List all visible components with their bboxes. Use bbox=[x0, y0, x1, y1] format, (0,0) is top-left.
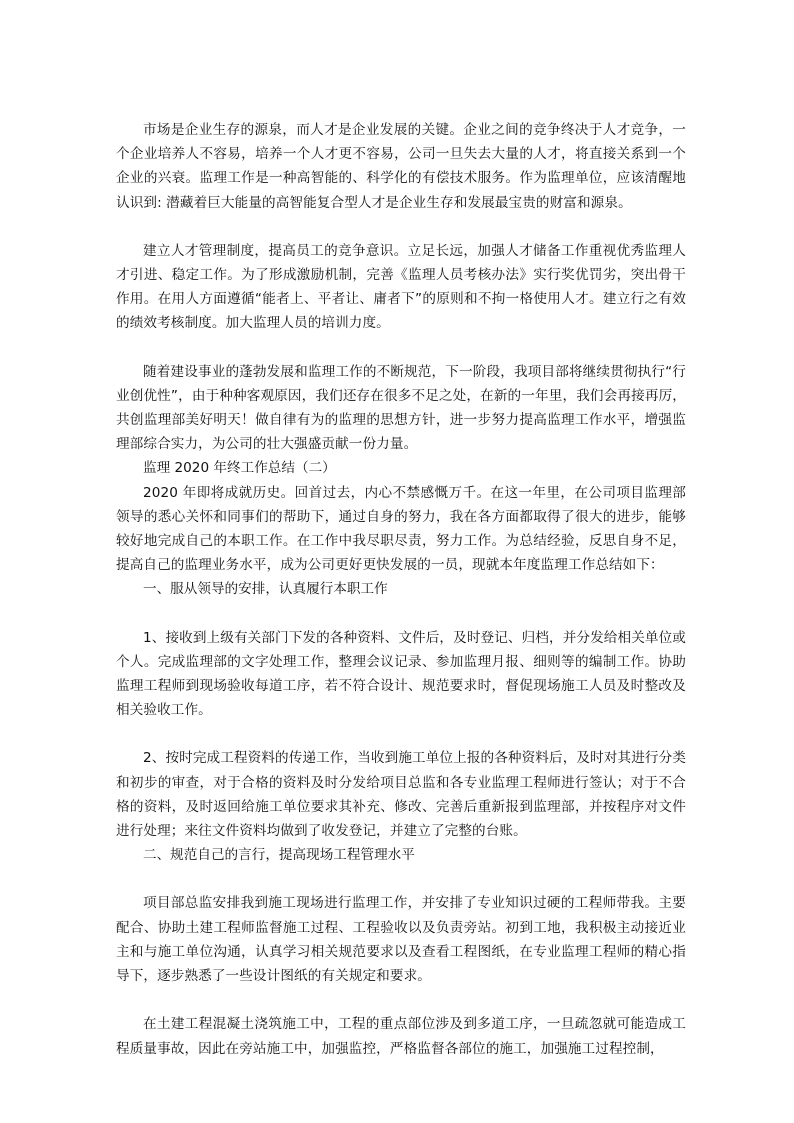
paragraph-item-2: 2、按时完成工程资料的传递工作，当收到施工单位上报的各种资料后，及时对其进行分类和初步的审查，对于合格的资料及时分发给项目总监和各专业监理工程师进行签认；对于不合格的资料，及时返回给施工单位要求其补充、修改、完善后重新报到监理部，并按程序对文件进行处理；来往文件资料均做到了收发登记，并建立了完整的台账。 bbox=[116, 750, 686, 840]
paragraph-year-review: 2020 年即将成就历史。回首过去，内心不禁感慨万千。在这一年里，在公司项目监理部领导的悉心关怀和同事们的帮助下，通过自身的努力，我在各方面都取得了很大的进步，能够较好地完成自己的本职工作。在工作中我尽职尽责，努力工作。为总结经验，反思自身不足，提高自己的监理业务水平，成为公司更好更快发展的一员，现就本年度监理工作总结如下： bbox=[116, 484, 686, 574]
paragraph-site-supervision: 项目部总监安排我到施工现场进行监理工作，并安排了专业知识过硬的工程师带我。主要配合、协助土建工程师监督施工过程、工程验收以及负责旁站。初到工地，我积极主动接近业主和与施工单位沟通，认真学习相关规范要求以及查看工程图纸，在专业监理工程师的精心指导下，逐步熟悉了一些设计图纸的有关规定和要求。 bbox=[116, 895, 686, 985]
paragraph-concrete-pouring: 在土建工程混凝土浇筑施工中，工程的重点部位涉及到多道工序，一旦疏忽就可能造成工程质量事故，因此在旁站施工中，加强监控，严格监督各部位的施工，加强施工过程控制， bbox=[116, 1016, 686, 1057]
document-body bbox=[116, 118, 686, 1061]
heading-standardize-conduct: 二、规范自己的言行，提高现场工程管理水平 bbox=[143, 847, 415, 864]
paragraph-next-stage: 随着建设事业的蓬勃发展和监理工作的不断规范，下一阶段，我项目部将继续贯彻执行“行业创优性”，由于种种客观原因，我们还存在很多不足之处，在新的一年里，我们会再接再厉，共创监理部美好明天！做自律有为的监理的思想方针，进一步努力提高监理工作水平，增强监理部综合实力，为公司的壮大强盛贡献一份力量。 bbox=[116, 363, 686, 453]
paragraph-item-1: 1、接收到上级有关部门下发的各种资料、文件后，及时登记、归档，并分发给相关单位或个人。完成监理部的文字处理工作，整理会议记录、参加监理月报、细则等的编制工作。协助监理工程师到现场验收每道工序，若不符合设计、规范要求时，督促现场施工人员及时整改及相关验收工作。 bbox=[116, 629, 686, 719]
paragraph-talent-management: 建立人才管理制度，提高员工的竞争意识。立足长远，加强人才储备工作重视优秀监理人才引进、稳定工作。为了形成激励机制，完善《监理人员考核办法》实行奖优罚劣，突出骨干作用。在用人方面遵循“能者上、平者让、庸者下”的原则和不拘一格使用人才。建立行之有效的绩效考核制度。加大监理人员的培训力度。 bbox=[116, 242, 686, 332]
paragraph-talent-importance: 市场是企业生存的源泉，而人才是企业发展的关键。企业之间的竞争终决于人才竞争，一个企业培养人不容易，培养一个人才更不容易，公司一旦失去大量的人才，将直接关系到一个企业的兴衰。监理工作是一种高智能的、科学化的有偿技术服务。作为监理单位，应该清醒地认识到: 潜藏着巨大能量的高智能复合型人才是企业生存和发展最宝贵的财富和源泉。 bbox=[116, 122, 686, 211]
section-title-summary-two: 监理 2020 年终工作总结（二） bbox=[143, 460, 336, 477]
heading-follow-leadership: 一、服从领导的安排，认真履行本职工作 bbox=[143, 581, 388, 598]
